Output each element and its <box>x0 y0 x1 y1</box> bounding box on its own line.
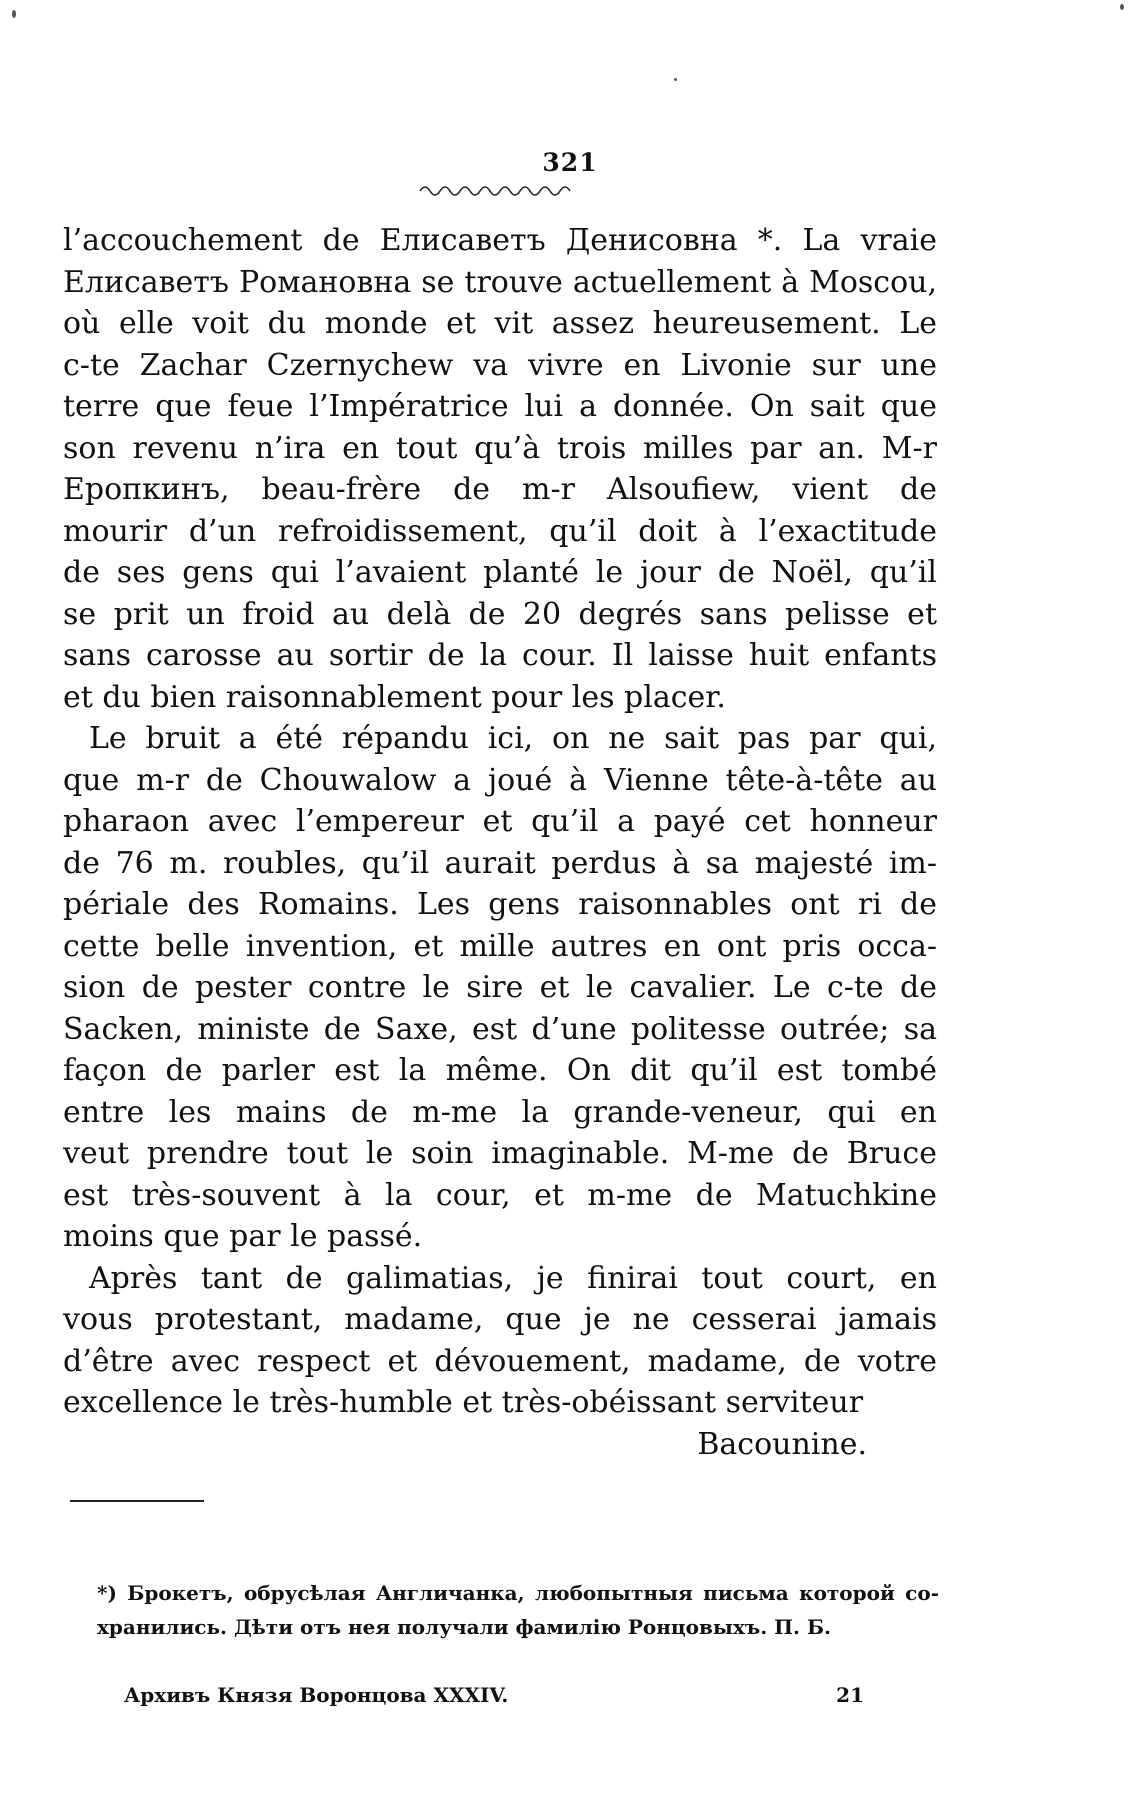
text-line: Sacken, ministe de Saxe, est d’une politesse outrée; sa <box>63 1011 937 1047</box>
letter-body <box>63 220 937 1465</box>
text-line: son revenu n’ira en tout qu’à trois milles par an. M-r <box>63 430 937 466</box>
text-line: pharaon avec l’empereur et qu’il a payé cet honneur <box>63 804 937 839</box>
text-line: sans carosse au sortir de la cour. Il laisse huit enfants <box>63 638 937 673</box>
print-speck <box>12 10 16 18</box>
text-line: Еропкинъ, beau-frère de m-r Alsoufiew, vient de <box>63 472 937 507</box>
text-line: de 76 m. roubles, qu’il aurait perdus à sa majesté im- <box>63 845 937 881</box>
footnote-line: *) Брокетъ, обрусѣлая Англичанка, любопытныя письма которой со- <box>97 1581 939 1605</box>
text-line: moins que par le passé. <box>63 1219 423 1254</box>
print-speck <box>674 78 677 81</box>
wavy-ornament-icon <box>418 182 572 196</box>
text-line: cette belle invention, et mille autres en ont pris occa- <box>63 928 937 964</box>
text-line: de ses gens qui l’avaient planté le jour de Noël, qu’il <box>63 555 937 590</box>
text-line: mourir d’un refroidissement, qu’il doit à l’exactitude <box>63 513 937 549</box>
text-line: terre que feue l’Impératrice lui a donnée. On sait que <box>63 389 937 424</box>
text-line: l’accouchement de Елисаветъ Денисовна *. La vraie <box>63 223 937 258</box>
sheet-signature-number: 21 <box>836 1683 864 1707</box>
text-line: Le bruit a été répandu ici, on ne sait pas par qui, <box>89 721 937 756</box>
text-line: c-te Zachar Czernychew va vivre en Livonie sur une <box>63 347 937 383</box>
text-line: façon de parler est la même. On dit qu’il est tombé <box>63 1053 937 1088</box>
text-line: sion de pester contre le sire et le cavalier. Le c-te de <box>63 970 937 1005</box>
text-line: se prit un froid au delà de 20 degrés sans pelisse et <box>63 596 937 632</box>
footnote-line: хранились. Дѣти отъ нея получали фамилію Ронцовыхъ. П. Б. <box>97 1615 832 1639</box>
letter-signature: Bacounine. <box>697 1426 867 1462</box>
sheet-signature <box>124 1683 864 1707</box>
text-line: Après tant de galimatias, je finirai tout court, en <box>89 1260 937 1296</box>
sheet-signature-title: Архивъ Князя Воронцова XXXIV. <box>124 1683 509 1707</box>
footnote-divider <box>70 1500 204 1502</box>
print-speck <box>1120 4 1124 10</box>
text-line: et du bien raisonnablement pour les placer. <box>63 679 726 715</box>
text-line: veut prendre tout le soin imaginable. M-me de Bruce <box>63 1136 937 1171</box>
text-line: d’être avec respect et dévouement, madame, de votre <box>63 1343 937 1379</box>
text-line: vous protestant, madame, que je ne cesserai jamais <box>63 1302 937 1337</box>
text-line: excellence le très-humble et très-obéissant serviteur <box>63 1385 864 1420</box>
text-line: où elle voit du monde et vit assez heureusement. Le <box>63 306 937 341</box>
text-line: que m-r de Chouwalow a joué à Vienne tête-à-tête au <box>63 762 937 798</box>
text-line: périale des Romains. Les gens raisonnables ont ri de <box>63 887 937 922</box>
page-number: 321 <box>542 148 598 177</box>
text-line: entre les mains de m-me la grande-veneur, qui en <box>63 1094 937 1130</box>
text-line: est très-souvent à la cour, et m-me de Matuchkine <box>63 1177 937 1213</box>
footnote <box>97 1576 939 1644</box>
text-line: Елисаветъ Романовна se trouve actuellement à Moscou, <box>63 264 937 300</box>
